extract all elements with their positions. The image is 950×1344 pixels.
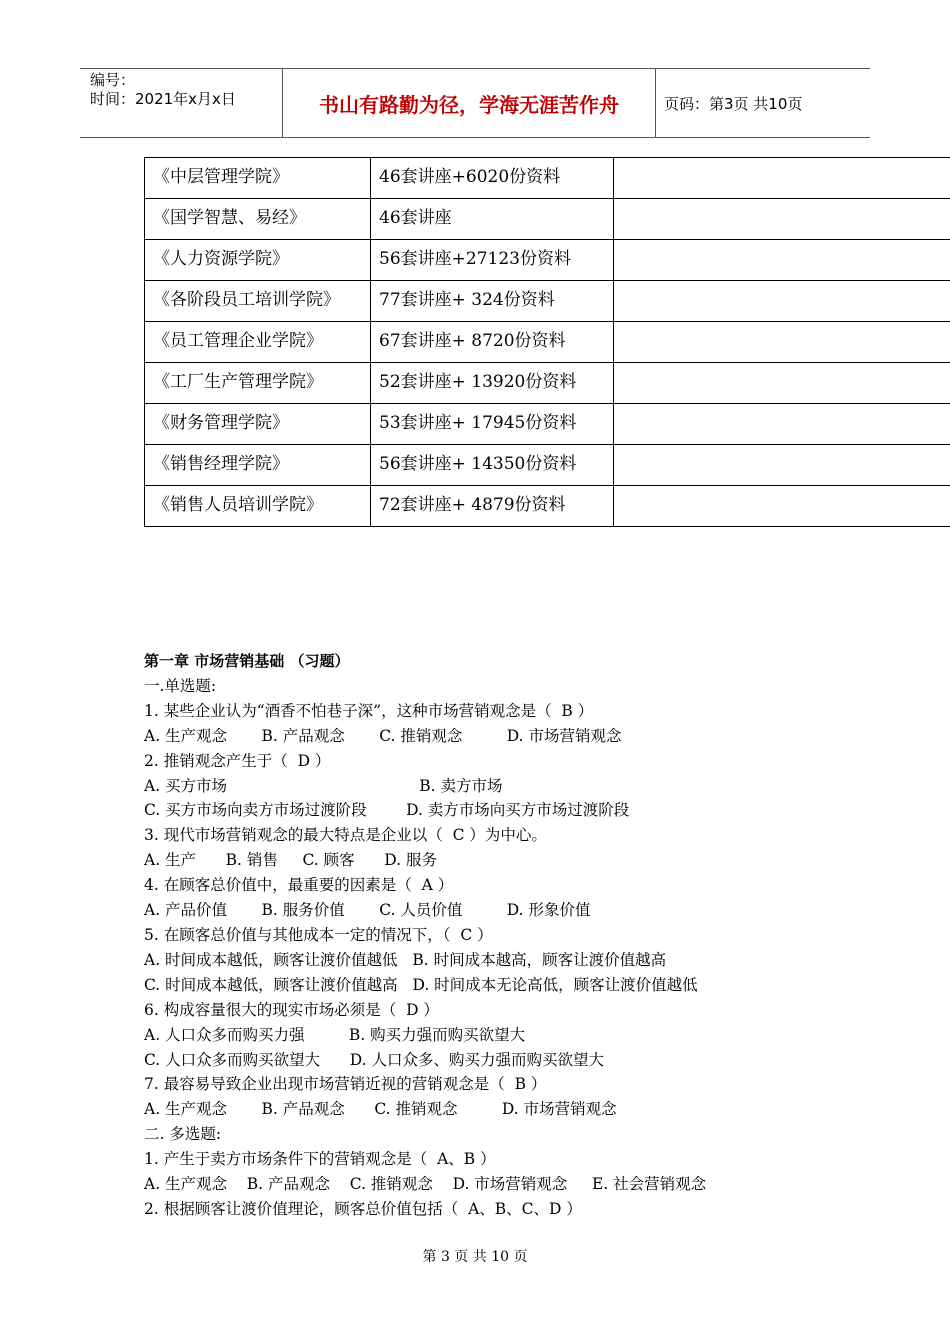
table-cell (614, 322, 950, 363)
text-line: 二. 多选题: (144, 1125, 222, 1144)
table-cell: 《财务管理学院》 (145, 404, 371, 445)
page-header (80, 68, 870, 138)
text-line: 一.单选题: (144, 676, 217, 695)
text-line: 1. 产生于卖方市场条件下的营销观念是（ A、B ） (144, 1150, 496, 1169)
table-cell: 《各阶段员工培训学院》 (145, 281, 371, 322)
table-row (145, 281, 950, 322)
text-line: A. 买方市场 B. 卖方市场 (144, 776, 503, 795)
table-row (145, 240, 950, 281)
table-cell: 56套讲座+ 14350份资料 (371, 445, 614, 486)
header-meta (80, 69, 283, 137)
text-line: C. 买方市场向卖方市场过渡阶段 D. 卖方市场向买方市场过渡阶段 (144, 801, 630, 820)
table-cell: 53套讲座+ 17945份资料 (371, 404, 614, 445)
table-cell: 《中层管理学院》 (145, 158, 371, 199)
text-line: 6. 构成容量很大的现实市场必须是（ D ） (144, 1000, 439, 1019)
table-cell (614, 158, 950, 199)
exercise-content (144, 649, 904, 1222)
table-cell (614, 404, 950, 445)
table-row (145, 363, 950, 404)
time-label: 时间：2021年x月x日 (90, 90, 236, 108)
table-cell: 《销售人员培训学院》 (145, 486, 371, 527)
table-cell: 52套讲座+ 13920份资料 (371, 363, 614, 404)
table-cell: 67套讲座+ 8720份资料 (371, 322, 614, 363)
text-line: 7. 最容易导致企业出现市场营销近视的营销观念是（ B ） (144, 1075, 547, 1094)
text-line: A. 生产观念 B. 产品观念 C. 推销观念 D. 市场营销观念 E. 社会营销观念 (144, 1175, 707, 1194)
text-line: 1. 某些企业认为“酒香不怕巷子深”，这种市场营销观念是（ B ） (144, 701, 594, 720)
table-row (145, 404, 950, 445)
header-page-info: 页码：第3页 共10页 (664, 94, 803, 113)
text-line: C. 人口众多而购买欲望大 D. 人口众多、购买力强而购买欲望大 (144, 1050, 604, 1069)
text-line: 3. 现代市场营销观念的最大特点是企业以（ C ）为中心。 (144, 826, 547, 845)
table-cell (614, 486, 950, 527)
table-row (145, 199, 950, 240)
chapter-title: 第一章 市场营销基础 （习题） (144, 652, 350, 670)
text-line: 2. 根据顾客让渡价值理论，顾客总价值包括（ A、B、C、D ） (144, 1199, 582, 1218)
table-cell: 72套讲座+ 4879份资料 (371, 486, 614, 527)
text-line: A. 生产观念 B. 产品观念 C. 推销观念 D. 市场营销观念 (144, 726, 622, 745)
table-row (145, 322, 950, 363)
text-line: A. 生产观念 B. 产品观念 C. 推销观念 D. 市场营销观念 (144, 1100, 617, 1119)
table-cell: 《国学智慧、易经》 (145, 199, 371, 240)
course-table (144, 157, 950, 527)
text-line: 5. 在顾客总价值与其他成本一定的情况下，（ C ） (144, 925, 493, 944)
table-cell: 《工厂生产管理学院》 (145, 363, 371, 404)
header-motto: 书山有路勤为径，学海无涯苦作舟 (283, 69, 656, 137)
table-cell (614, 445, 950, 486)
table-cell: 46套讲座 (371, 199, 614, 240)
text-line: A. 时间成本越低，顾客让渡价值越低 B. 时间成本越高，顾客让渡价值越高 (144, 950, 667, 969)
table-cell: 《销售经理学院》 (145, 445, 371, 486)
table-cell: 77套讲座+ 324份资料 (371, 281, 614, 322)
text-line: 4. 在顾客总价值中，最重要的因素是（ A ） (144, 876, 454, 895)
text-line: C. 时间成本越低，顾客让渡价值越高 D. 时间成本无论高低，顾客让渡价值越低 (144, 975, 698, 994)
table-cell (614, 281, 950, 322)
table-row (145, 158, 950, 199)
text-line: 2. 推销观念产生于（ D ） (144, 751, 331, 770)
text-line: A. 人口众多而购买力强 B. 购买力强而购买欲望大 (144, 1025, 526, 1044)
table-cell (614, 363, 950, 404)
table-row (145, 486, 950, 527)
text-line: A. 产品价值 B. 服务价值 C. 人员价值 D. 形象价值 (144, 901, 591, 920)
number-label: 编号： (90, 71, 136, 89)
table-cell: 《员工管理企业学院》 (145, 322, 371, 363)
page-footer: 第 3 页 共 10 页 (422, 1249, 528, 1265)
text-line: A. 生产 B. 销售 C. 顾客 D. 服务 (144, 851, 437, 870)
table-cell: 《人力资源学院》 (145, 240, 371, 281)
table-cell: 46套讲座+6020份资料 (371, 158, 614, 199)
table-row (145, 445, 950, 486)
table-cell: 56套讲座+27123份资料 (371, 240, 614, 281)
table-cell (614, 240, 950, 281)
table-cell (614, 199, 950, 240)
